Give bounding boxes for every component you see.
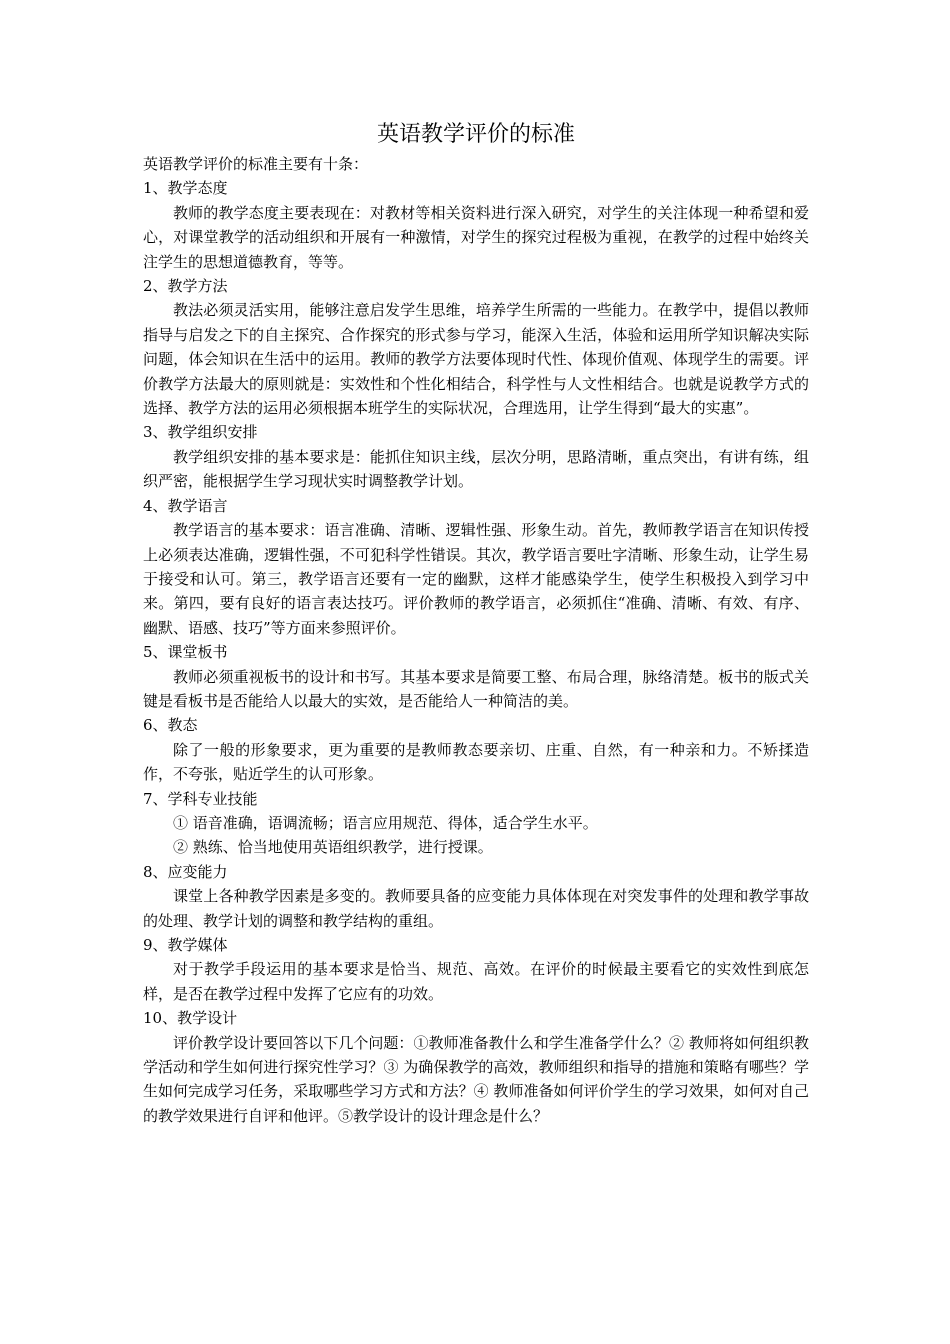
section-paragraph: 教师必须重视板书的设计和书写。其基本要求是简要工整、布局合理，脉络清楚。板书的版式关键是看板书是否能给人以最大的实效，是否能给人一种简洁的美。 [143, 667, 809, 710]
section-paragraph: 教法必须灵活实用，能够注意启发学生思维，培养学生所需的一些能力。在教学中，提倡以教师指导与启发之下的自主探究、合作探究的形式参与学习，能深入生活，体验和运用所学知识解决实际问题，体会知识在生活中的运用。教师的教学方法要体现时代性、体现价值观、体现学生的需要。评价教学方法最大的原则就是：实效性和个性化相结合，科学性与人文性相结合。也就是说教学方式的选择、教学方法的运用必须根据本班学生的实际状况，合理选用，让学生得到“最大的实惠”。 [143, 301, 809, 418]
document-page [143, 118, 809, 1128]
list-item: ② 熟练、恰当地使用英语组织教学，进行授课。 [173, 838, 493, 857]
section-heading: 7、学科专业技能 [143, 789, 258, 808]
section-heading: 10、教学设计 [143, 1009, 238, 1028]
section-heading: 8、应变能力 [143, 862, 228, 881]
section-heading: 2、教学方法 [143, 277, 228, 296]
section-paragraph: 课堂上各种教学因素是多变的。教师要具备的应变能力具体体现在对突发事件的处理和教学事故的处理、教学计划的调整和教学结构的重组。 [143, 887, 809, 930]
list-item: ① 语音准确，语调流畅；语言应用规范、得体，适合学生水平。 [173, 813, 598, 832]
section-heading: 9、教学媒体 [143, 936, 228, 954]
section-heading: 5、课堂板书 [143, 643, 228, 662]
section-heading: 3、教学组织安排 [143, 423, 258, 442]
section-paragraph: 教学组织安排的基本要求是：能抓住知识主线，层次分明，思路清晰，重点突出，有讲有练，组织严密，能根据学生学习现状实时调整教学计划。 [143, 447, 809, 491]
section-paragraph: 教学语言的基本要求：语言准确、清晰、逻辑性强、形象生动。首先，教师教学语言在知识传授上必须表达准确，逻辑性强，不可犯科学性错误。其次，教学语言要吐字清晰、形象生动，让学生易于接受和认可。第三，教学语言还要有一定的幽默，这样才能感染学生，使学生积极投入到学习中来。第四，要有良好的语言表达技巧。评价教师的教学语言，必须抓住“准确、清晰、有效、有序、幽默、语感、技巧”等方面来参照评价。 [143, 521, 809, 637]
section-heading: 1、教学态度 [143, 179, 228, 198]
section-paragraph: 教师的教学态度主要表现在：对教材等相关资料进行深入研究，对学生的关注体现一种希望和爱心，对课堂教学的活动组织和开展有一种激情，对学生的探究过程极为重视，在教学的过程中始终关注学生的思想道德教育，等等。 [143, 203, 809, 271]
section-paragraph: 对于教学手段运用的基本要求是恰当、规范、高效。在评价的时候最主要看它的实效性到底怎样，是否在教学过程中发挥了它应有的功效。 [143, 960, 809, 1003]
section-heading: 4、教学语言 [143, 496, 228, 515]
section-heading: 6、教态 [143, 716, 198, 735]
intro-text: 英语教学评价的标准主要有十条： [143, 155, 369, 173]
section-paragraph: 评价教学设计要回答以下几个问题：①教师准备教什么和学生准备学什么？② 教师将如何组织教学活动和学生如何进行探究性学习？③ 为确保教学的高效，教师组织和指导的措施和策略有哪些？学生如何完成学习任务，采取哪些学习方式和方法？④ 教师准备如何评价学生的学习效果，如何对自己的教学效果进行自评和他评。⑤教学设计的设计理念是什么？ [143, 1033, 809, 1125]
document-title: 英语教学评价的标准 [376, 122, 575, 147]
section-paragraph: 除了一般的形象要求，更为重要的是教师教态要亲切、庄重、自然，有一种亲和力。不矫揉造作，不夸张，贴近学生的认可形象。 [143, 740, 809, 784]
